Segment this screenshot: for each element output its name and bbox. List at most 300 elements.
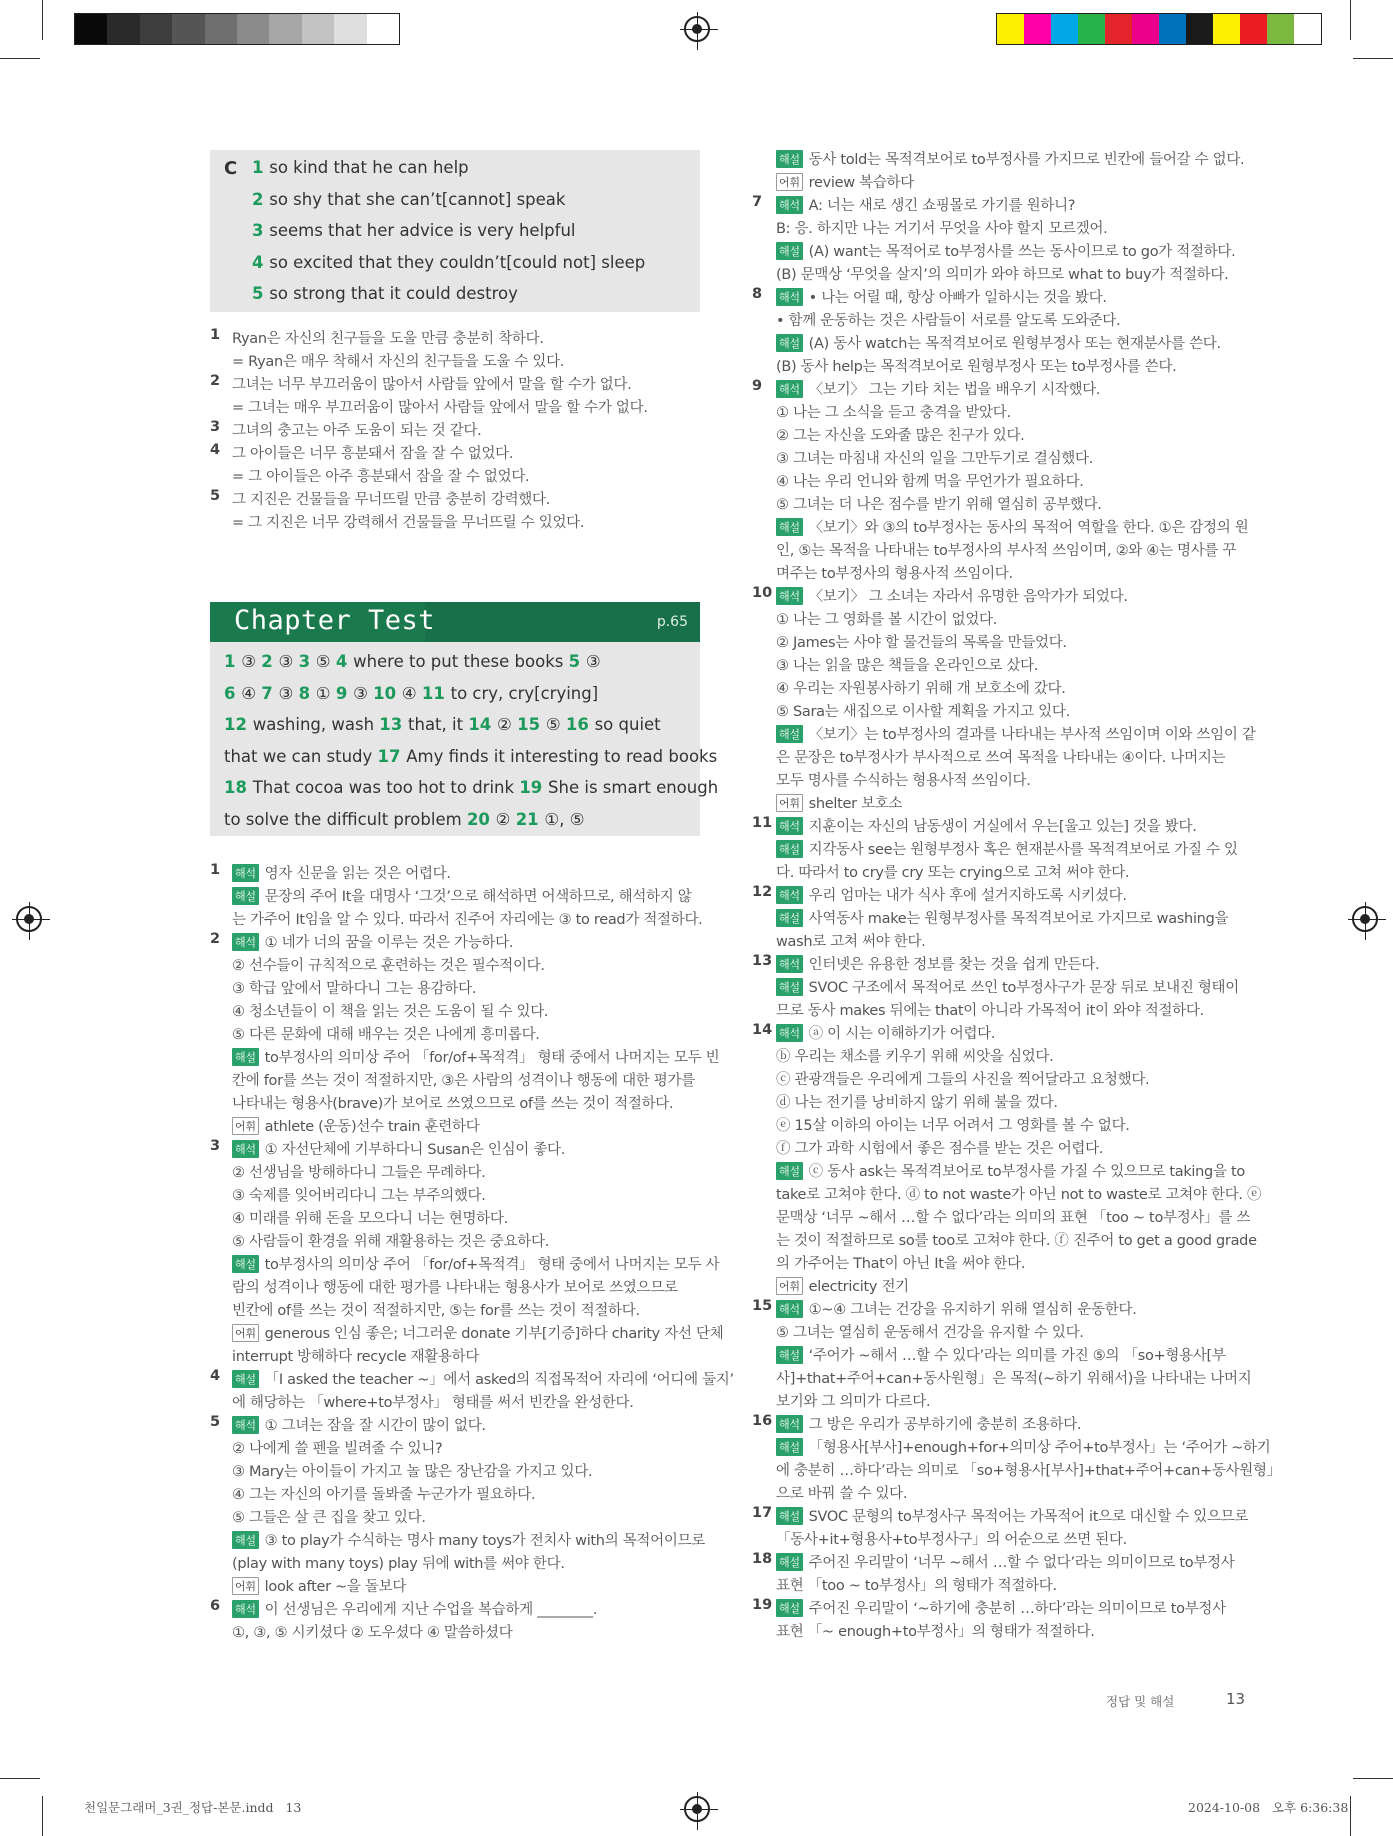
line-text: 람의 성격이나 행동에 대한 평가를 나타내는 형용사가 보어로 쓰였으므로 [232,1280,678,1296]
explanation-line [776,1436,1270,1457]
explanation-line [232,1023,540,1044]
explanation-line [232,1184,486,1205]
answer-text: ② [497,715,512,734]
explanation-line [776,1275,909,1296]
explanation-line [776,378,1100,399]
line-text: 「I asked the teacher ~」에서 asked의 직접목적어 자리에 ‘어디에 둘지’ [264,1372,734,1388]
registration-mark-icon [684,1796,710,1822]
gray-swatch [140,14,172,44]
answer-text: Amy finds it interesting to read books [406,746,718,766]
registration-mark-icon [16,906,42,932]
answer-text: ①, ⑤ [544,809,585,829]
line-text: ①, ③, ⑤ 시키셨다 ② 도우셨다 ④ 말씀하셨다 [232,1625,513,1641]
line-text: 보기와 그 의미가 다르다. [776,1394,931,1410]
answer-number: 5 [568,652,586,671]
answer-text: so quiet [594,715,661,734]
color-swatch [1051,14,1078,44]
answer-number: 1 [252,158,270,177]
explanation-line [776,838,1238,859]
answer-text: She is smart enough [548,778,719,797]
label-tag: 해설 [776,1162,803,1180]
label-tag: 해석 [232,864,259,882]
explanation-line [776,1229,1257,1250]
line-text: 「형용사[부사]+enough+for+의미상 주어+to부정사」는 ‘주어가 ~하기 [808,1440,1271,1456]
answer-number: 1 [224,652,242,671]
line-text: ⑤ Sara는 새집으로 이사할 계획을 가지고 있다. [776,704,1070,720]
label-tag: 해석 [776,817,803,835]
explanation-line [776,309,1120,330]
answer-text: ④ [241,683,257,703]
explanation-line [776,1298,1137,1319]
line-text: 다. 따라서 to cry를 cry 또는 crying으로 고쳐 써야 한다. [776,865,1130,881]
line-text: ② 선생님을 방해하다니 그들은 무례하다. [232,1165,486,1181]
label-tag: 해설 [776,518,803,536]
label-tag: 해설 [776,1599,803,1617]
item-number: 1 [210,862,221,878]
line-text: 나타내는 형용사(brave)가 보어로 쓰였으므로 of를 쓰는 것이 적절하다. [232,1096,674,1112]
label-tag: 해설 [776,334,803,352]
item-number: 9 [752,378,763,394]
color-swatch [1240,14,1267,44]
line-text: look after ~을 돌보다 [264,1579,407,1595]
line-text: 의 가주어는 That이 아닌 It을 써야 한다. [776,1256,1026,1272]
line-text: (play with many toys) play 뒤에 with를 써야 한다. [232,1556,565,1572]
chapter-answer-row [224,747,717,766]
line-text: 그 지진은 건물들을 무너뜨릴 만큼 충분히 강력했다. [232,492,551,508]
explanation-line [232,1276,678,1297]
line-text: 주어진 우리말이 ‘~하기에 충분히 …하다’라는 의미이므로 to부정사 [808,1601,1226,1617]
answer-number: 5 [252,284,270,303]
color-swatch [1132,14,1159,44]
explanation-line [776,470,1084,491]
explanation-line [232,1552,565,1573]
crop-mark [1353,1778,1393,1779]
label-tag: 해설 [776,1553,803,1571]
line-text: 동사 told는 목적격보어로 to부정사를 가지므로 빈칸에 들어갈 수 없다. [808,152,1245,168]
answer-number: 8 [298,683,316,703]
explanation-line [776,148,1244,169]
explanation-line [232,1299,640,1320]
gray-swatch [237,14,269,44]
color-swatch [997,14,1024,44]
explanation-line [232,373,631,394]
line-text: ④ 청소년들이 이 책을 읽는 것은 도움이 될 수 있다. [232,1004,549,1020]
explanation-line [776,1091,1058,1112]
explanation-line [776,263,1228,284]
line-text: ⓓ 나는 전기를 낭비하지 않기 위해 불을 껐다. [776,1095,1058,1111]
answer-text: ③ [278,652,294,671]
line-text: ⑤ 사람들이 환경을 위해 재활용하는 것은 중요하다. [232,1234,550,1250]
line-text: 지훈이는 자신의 남동생이 거실에서 우는[울고 있는] 것을 봤다. [808,819,1197,835]
line-text: ⓕ 그가 과학 시험에서 좋은 점수를 받는 것은 어렵다. [776,1141,1104,1157]
answer-text: ③ [241,652,257,671]
label-tag: 해설 [232,1370,259,1388]
explanation-line [232,1483,535,1504]
item-number: 5 [210,488,221,504]
label-tag: 해설 [776,150,803,168]
explanation-line [776,401,1011,422]
color-swatch [1078,14,1105,44]
line-text: ③ 그녀는 마침내 자신의 일을 그만두기로 결심했다. [776,451,1094,467]
explanation-line [232,396,648,417]
explanation-line [232,419,481,440]
answer-row [252,158,469,177]
line-text: 사]+that+주어+can+동사원형」은 목적(~하기 위해서)을 나타내는 나머지 [776,1371,1252,1387]
answer-text: ③ [585,652,601,671]
line-text: ⑤ 다른 문화에 대해 배우는 것은 나에게 흥미롭다. [232,1027,540,1043]
answer-text: ④ [401,683,417,703]
line-text: 지각동사 see는 원형부정사 혹은 현재분사를 목적격보어로 가질 수 있 [808,842,1238,858]
line-text: SVOC 문형의 to부정사구 목적어는 가목적어 it으로 대신할 수 있으므로 [808,1509,1249,1525]
explanation-line [776,1597,1226,1618]
line-text: review 복습하다 [808,175,914,191]
line-text: 그녀는 너무 부끄러움이 많아서 사람들 앞에서 말을 할 수가 없다. [232,377,632,393]
item-number: 6 [210,1598,221,1614]
line-text: athlete (운동)선수 train 훈련하다 [264,1119,480,1135]
line-text: ③ 학급 앞에서 말하다니 그는 용감하다. [232,981,477,997]
explanation-line [776,355,1177,376]
label-tag: 해설 [776,725,803,743]
explanation-line [232,1506,426,1527]
registration-mark-icon [1352,906,1378,932]
explanation-line [232,931,513,952]
slug-date: 2024-10-08 오후 6:36:38 [1188,1800,1349,1815]
answer-text: ③ [278,683,294,703]
line-text: shelter 보호소 [808,796,903,812]
crop-mark [42,0,43,40]
line-text: = Ryan은 매우 착해서 자신의 친구들을 도울 수 있다. [232,354,565,370]
answer-number: 12 [224,715,253,734]
label-tag: 해석 [776,1415,803,1433]
label-tag: 어휘 [232,1577,259,1595]
line-text: 은 문장은 to부정사가 부사적으로 쓰여 목적을 나타내는 ④이다. 나머지는 [776,750,1226,766]
answer-text: ① [315,683,331,703]
line-text: 사역동사 make는 원형부정사를 목적격보어로 가지므로 washing을 [808,911,1229,927]
line-text: ①~④ 그녀는 건강을 유지하기 위해 열심히 운동한다. [808,1302,1137,1318]
explanation-line [776,1390,930,1411]
label-tag: 해설 [776,909,803,927]
answer-row [252,190,565,209]
explanation-line [232,1092,673,1113]
explanation-line [232,1069,695,1090]
explanation-line [232,488,550,509]
line-text: SVOC 구조에서 목적어로 쓰인 to부정사구가 문장 뒤로 보내진 형태이 [808,980,1239,996]
label-tag: 해석 [232,1140,259,1158]
line-text: ④ 우리는 자원봉사하기 위해 개 보호소에 갔다. [776,681,1066,697]
explanation-line [232,1414,486,1435]
crop-mark [1353,58,1393,59]
answer-text: ③ [353,683,368,703]
explanation-line [776,792,902,813]
chapter-test-header [210,602,700,642]
crop-mark [0,58,40,59]
line-text: 는 것이 적절하므로 so를 too로 고쳐야 한다. ⓕ 진주어 to get a good grade [776,1233,1257,1249]
explanation-line [776,447,1093,468]
answer-number: 4 [335,652,354,671]
item-number: 3 [210,419,221,435]
line-text: = 그 아이들은 아주 흥분돼서 잠을 잘 수 없었다. [232,469,530,485]
label-tag: 해설 [776,1507,803,1525]
label-tag: 해설 [776,840,803,858]
answer-text: ⑤ [315,652,331,671]
gray-swatch [172,14,204,44]
explanation-line [776,1068,1149,1089]
color-swatch [1024,14,1051,44]
explanation-line [776,746,1225,767]
explanation-line [232,1115,479,1136]
answer-text: to cry, cry[crying] [450,683,599,703]
gray-swatch [75,14,107,44]
label-tag: 해석 [776,1024,803,1042]
explanation-line [232,977,476,998]
explanation-line [776,861,1129,882]
explanation-line [776,976,1239,997]
answer-text: seems that her advice is very helpful [269,221,576,240]
explanation-line [232,350,564,371]
line-text: take로 고쳐야 한다. ⓓ to not waste가 아닌 not to waste로 고쳐야 한다. ⓔ [776,1187,1262,1203]
item-number: 15 [752,1298,773,1314]
gray-swatch [205,14,237,44]
answer-text: washing, wash [252,715,375,734]
chapter-answer-row [224,810,585,829]
explanation-line [776,677,1066,698]
chapter-answer-row [224,778,718,797]
line-text: ⑤ 그들은 살 큰 집을 찾고 있다. [232,1510,426,1526]
grayscale-color-bar [74,13,400,45]
answer-text: that, it [408,715,464,734]
chapter-answer-row [224,715,661,734]
line-text: 빈칸에 of를 쓰는 것이 적절하지만, ⑤는 for를 쓰는 것이 적절하다. [232,1303,640,1319]
explanation-line [776,1413,1081,1434]
line-text: 〈보기〉는 to부정사의 결과를 나타내는 부사적 쓰임이며 이와 쓰임이 같 [808,727,1256,743]
explanation-line [776,631,1067,652]
label-tag: 해석 [776,886,803,904]
crop-mark [1350,1796,1351,1836]
label-tag: 어휘 [776,1277,803,1295]
label-tag: 어휘 [776,794,803,812]
answer-number: 7 [261,683,279,703]
line-text: 〈보기〉 그는 기타 치는 법을 배우기 시작했다. [808,382,1101,398]
answer-number: 10 [373,683,402,703]
answer-number: 9 [335,683,354,703]
explanation-line [232,1345,479,1366]
line-text: 〈보기〉와 ③의 to부정사는 동사의 목적어 역할을 한다. ①은 감정의 원 [808,520,1249,536]
line-text: ④ 그는 자신의 아기를 돌봐줄 누군가가 필요하다. [232,1487,536,1503]
process-color-bar [996,13,1322,45]
item-number: 19 [752,1597,773,1613]
line-text: 표현 「~ enough+to부정사」의 형태가 적절하다. [776,1624,1095,1640]
label-tag: 해설 [232,1048,259,1066]
line-text: interrupt 방해하다 recycle 재활용하다 [232,1349,480,1365]
label-tag: 어휘 [232,1324,259,1342]
answer-text: ② [495,809,511,829]
answer-text: where to put these books [353,652,564,671]
explanation-line [232,1460,592,1481]
explanation-line [776,907,1228,928]
explanation-line [776,769,1031,790]
explanation-line [776,516,1248,537]
line-text: 모두 명사를 수식하는 형용사적 쓰임이다. [776,773,1031,789]
chapter-answer-row [224,652,601,671]
line-text: • 함께 운동하는 것은 사람들이 서로를 알도록 도와준다. [776,313,1121,329]
line-text: ⓑ 우리는 채소를 키우기 위해 씨앗을 심었다. [776,1049,1054,1065]
crop-mark [1350,0,1351,40]
line-text: 그 아이들은 너무 흥분돼서 잠을 잘 수 없었다. [232,446,514,462]
line-text: (B) 문맥상 ‘무엇을 살지’의 의미가 와야 하므로 what to buy가 적절하다. [776,267,1229,283]
answer-row [252,253,645,272]
color-swatch [1159,14,1186,44]
item-number: 13 [752,953,773,969]
explanation-line [776,1574,1057,1595]
explanation-line [776,1551,1234,1572]
label-tag: 해설 [232,1255,259,1273]
answer-box-c [210,150,700,312]
slug-filename: 천일문그래머_3권_정답-본문.indd 13 [84,1800,302,1815]
item-number: 12 [752,884,773,900]
explanation-line [776,286,1107,307]
line-text: A: 너는 새로 생긴 쇼핑몰로 가기를 원하니? [808,198,1076,214]
line-text: electricity 전기 [808,1279,909,1295]
explanation-line [232,1575,406,1596]
line-text: 에 충분히 …하다’라는 의미로 「so+형용사[부사]+that+주어+can+동사원형」 [776,1463,1281,1479]
label-tag: 어휘 [232,1117,259,1135]
explanation-line [776,1045,1053,1066]
item-number: 1 [210,327,221,343]
line-text: 이 선생님은 우리에게 지난 수업을 복습하게 ________. [264,1602,598,1618]
explanation-line [776,1344,1226,1365]
line-text: ② 선수들이 규칙적으로 훈련하는 것은 필수적이다. [232,958,545,974]
item-number: 16 [752,1413,773,1429]
line-text: ③ 나는 읽을 많은 책들을 온라인으로 샀다. [776,658,1039,674]
label-tag: 해설 [776,978,803,996]
explanation-line [776,815,1197,836]
explanation-line [776,332,1221,353]
explanation-line [776,539,1236,560]
answer-number: 11 [421,683,451,703]
line-text: ④ 미래를 위해 돈을 모으다니 너는 현명하다. [232,1211,508,1227]
explanation-line [232,1230,549,1251]
answer-number: 13 [379,715,409,734]
line-text: 으로 바꿔 쓸 수 있다. [776,1486,908,1502]
gray-swatch [302,14,334,44]
explanation-line [232,1437,442,1458]
explanation-line [776,240,1235,261]
section-letter: C [224,158,238,179]
explanation-line [776,1022,995,1043]
explanation-line [776,1137,1103,1158]
item-number: 4 [210,1368,221,1384]
line-text: 그녀의 충고는 아주 도움이 되는 것 같다. [232,423,482,439]
explanation-line [776,585,1128,606]
explanation-line [232,954,545,975]
explanation-line [232,908,702,929]
explanation-line [232,1598,597,1619]
explanation-line [776,1321,1084,1342]
explanation-line [776,1367,1251,1388]
crop-mark [42,1796,43,1836]
explanation-line [776,493,1102,514]
explanation-line [776,171,914,192]
line-text: ① 나는 그 영화를 볼 시간이 없었다. [776,612,998,628]
explanation-line [776,999,1204,1020]
line-text: 주어진 우리말이 ‘너무 ~해서 …할 수 없다’라는 의미이므로 to부정사 [808,1555,1235,1571]
explanation-line [776,1505,1248,1526]
line-text: ⓐ 이 시는 이해하기가 어렵다. [808,1026,996,1042]
explanation-line [776,1620,1095,1641]
chapter-answer-row [224,684,598,703]
label-tag: 어휘 [776,173,803,191]
label-tag: 해석 [776,380,803,398]
item-number: 18 [752,1551,773,1567]
explanation-line [776,884,1127,905]
answer-text: ⑤ [545,715,561,734]
explanation-line [776,1160,1245,1181]
explanation-line [776,562,1013,583]
item-number: 11 [752,815,773,831]
line-text: (A) 동사 watch는 목적격보어로 원형부정사 또는 현재분사를 쓴다. [808,336,1221,352]
line-text: ② 나에게 쓸 펜을 빌려줄 수 있니? [232,1441,443,1457]
line-text: ⑤ 그녀는 더 나은 점수를 받기 위해 열심히 공부했다. [776,497,1102,513]
line-text: ① 나는 그 소식을 듣고 충격을 받았다. [776,405,1011,421]
answer-number: 18 [224,778,253,797]
explanation-line [776,1183,1261,1204]
label-tag: 해설 [232,1531,259,1549]
line-text: 며주는 to부정사의 형용사적 쓰임이다. [776,566,1013,582]
line-text: • 나는 어릴 때, 항상 아빠가 일하시는 것을 봤다. [808,290,1107,306]
label-tag: 해석 [776,288,803,306]
line-text: ⓒ 관광객들은 우리에게 그들의 사진을 찍어달라고 요청했다. [776,1072,1150,1088]
line-text: ③ Mary는 아이들이 가지고 놀 많은 장난감을 가지고 있다. [232,1464,593,1480]
gray-swatch [269,14,301,44]
line-text: = 그 지진은 너무 강력해서 건물들을 무너뜨릴 수 있었다. [232,515,585,531]
line-text: 인터넷은 유용한 정보를 찾는 것을 쉽게 만든다. [808,957,1100,973]
line-text: 칸에 for를 쓰는 것이 적절하지만, ③은 사람의 성격이나 행동에 대한 평가를 [232,1073,695,1089]
explanation-line [232,442,513,463]
line-text: 「동사+it+형용사+to부정사구」의 어순으로 쓰면 된다. [776,1532,1127,1548]
explanation-line [776,1482,907,1503]
answer-text: that we can study [224,746,373,766]
label-tag: 해석 [232,1416,259,1434]
answer-number: 19 [519,778,549,797]
explanation-line [776,608,997,629]
item-number: 10 [752,585,773,601]
answer-number: 20 [466,809,496,829]
color-swatch [1213,14,1240,44]
line-text: to부정사의 의미상 주어 「for/of+목적격」 형태 중에서 나머지는 모두 빈 [264,1050,720,1066]
answer-text: so shy that she can’t[cannot] speak [269,189,566,209]
answer-number: 14 [468,715,498,734]
explanation-line [232,1046,719,1067]
label-tag: 해석 [776,955,803,973]
line-text: (B) 동사 help는 목적격보어로 원형부정사 또는 to부정사를 쓴다. [776,359,1177,375]
explanation-line [776,1114,1130,1135]
label-tag: 해설 [776,1346,803,1364]
footer-label: 정답 및 해설 [1106,1694,1175,1709]
label-tag: 해석 [232,933,259,951]
answer-text: so strong that it could destroy [269,284,518,303]
item-number: 14 [752,1022,773,1038]
item-number: 8 [752,286,763,302]
item-number: 5 [210,1414,221,1430]
explanation-line [776,217,1107,238]
line-text: 〈보기〉 그 소녀는 자라서 유명한 음악가가 되었다. [808,589,1128,605]
item-number: 2 [210,931,221,947]
label-tag: 해설 [776,1438,803,1456]
explanation-line [232,1000,548,1021]
chapter-title: Chapter Test [234,605,436,636]
answer-number: 15 [517,715,546,734]
answer-number: 16 [565,715,595,734]
